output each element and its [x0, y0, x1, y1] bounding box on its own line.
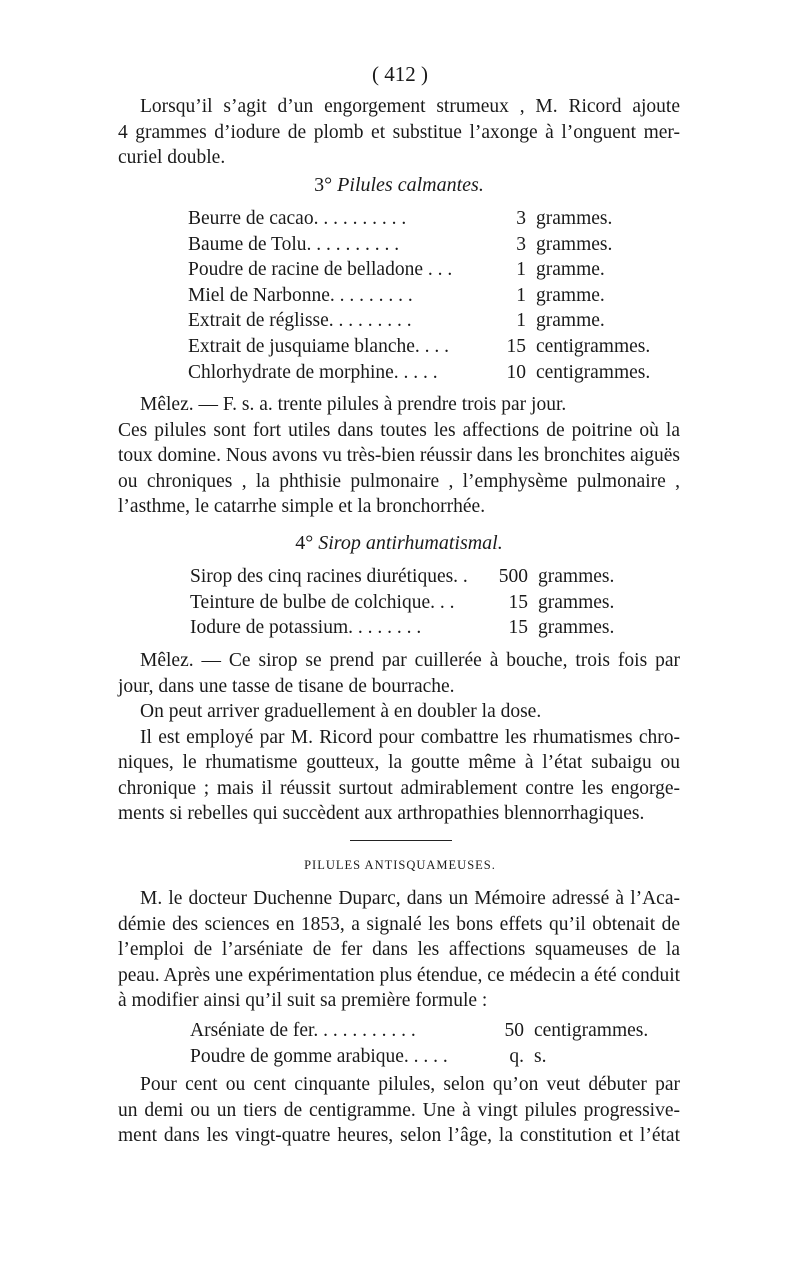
- ingredient-qty: 15: [506, 335, 526, 357]
- text-line: Lorsqu’il s’agit d’un engorgement strumeux , M. Ricord ajoute: [140, 96, 680, 117]
- recipe-row: [188, 257, 650, 283]
- text-line: M. le docteur Duchenne Duparc, dans un Mémoire adressé à l’Aca-: [140, 888, 680, 909]
- ingredient-qty: 3: [516, 233, 526, 255]
- ingredient-name: Miel de Narbonne. . . . . . . . .: [188, 284, 413, 306]
- ingredient-name: Baume de Tolu. . . . . . . . . .: [188, 233, 400, 255]
- ingredient-unit: grammes.: [538, 591, 615, 613]
- page-number: ( 412 ): [372, 62, 428, 86]
- ingredient-qty: 500: [498, 566, 528, 587]
- ingredient-unit: gramme.: [536, 310, 605, 332]
- ingredient-name: Iodure de potassium. . . . . . . .: [190, 617, 422, 639]
- ingredient-unit: grammes.: [538, 566, 615, 587]
- ingredient-name: Sirop des cinq racines diurétiques. .: [190, 566, 468, 587]
- ingredient-qty: 1: [516, 310, 526, 332]
- ingredient-name: Arséniate de fer. . . . . . . . . . .: [190, 1020, 416, 1041]
- ingredient-unit: grammes.: [536, 208, 613, 229]
- ingredient-qty: q.: [509, 1045, 524, 1067]
- text-line: On peut arriver graduellement à en doubler la dose.: [140, 701, 542, 722]
- text-line: peau. Après une expérimentation plus étendue, ce médecin a été conduit: [118, 964, 681, 986]
- text-line: curiel double.: [118, 147, 226, 168]
- text-line: Mêlez. — Ce sirop se prend par cuillerée à bouche, trois fois par: [140, 650, 680, 671]
- section-5-text: [118, 886, 680, 1014]
- text-line: jour, dans une tasse de tisane de bourrache.: [118, 675, 455, 697]
- section-3-text: [118, 392, 680, 520]
- ingredient-unit: gramme.: [536, 284, 605, 306]
- ingredient-qty: 1: [516, 284, 526, 306]
- text-line: un demi ou un tiers de centigramme. Une à vingt pilules progressive-: [118, 1099, 680, 1121]
- text-line: ou chroniques , la phthisie pulmonaire , l’emphysème pulmonaire ,: [118, 470, 680, 492]
- recipe-row: [190, 1044, 648, 1070]
- recipe-row: [188, 308, 650, 334]
- ingredient-name: Poudre de racine de belladone . . .: [188, 259, 453, 281]
- ingredient-unit: grammes.: [536, 233, 613, 255]
- section-5-heading: PILULES ANTISQUAMEUSES.: [304, 858, 496, 872]
- recipe-row: [188, 206, 650, 232]
- ingredient-name: Poudre de gomme arabique. . . . .: [190, 1045, 448, 1067]
- ingredient-qty: 3: [516, 208, 526, 229]
- heading-number: 4°: [295, 532, 314, 554]
- recipe-pilules-antisquameuses: [190, 1018, 648, 1069]
- heading-title: Pilules calmantes.: [337, 174, 484, 196]
- text-line: niques, le rhumatisme goutteux, la goutte même à l’état subaigu ou: [118, 752, 680, 773]
- text-line: Ces pilules sont fort utiles dans toutes les affections de poitrine où la: [118, 419, 680, 441]
- text-line: Il est employé par M. Ricord pour combattre les rhumatismes chro-: [140, 726, 680, 748]
- section-4-text: [118, 648, 680, 827]
- text-line: Mêlez. — F. s. a. trente pilules à prendre trois par jour.: [140, 394, 567, 415]
- ingredient-qty: 50: [504, 1020, 524, 1041]
- recipe-row: [190, 615, 614, 641]
- text-line: 4 grammes d’iodure de plomb et substitue l’axonge à l’onguent mer-: [118, 121, 680, 143]
- text-line: l’emploi de l’arséniate de fer dans les affections squameuses de la: [118, 939, 680, 960]
- recipe-row: [188, 360, 650, 386]
- ingredient-qty: 1: [516, 259, 526, 281]
- text-line: ment dans les vingt-quatre heures, selon l’âge, la constitution et l’état: [118, 1125, 680, 1146]
- recipe-pilules-calmantes: [188, 206, 650, 385]
- ingredient-name: Chlorhydrate de morphine. . . . .: [188, 361, 438, 383]
- recipe-sirop-antirhumatismal: [190, 564, 614, 641]
- ingredient-qty: 15: [508, 591, 528, 613]
- text-line: chronique ; mais il réussit surtout admirablement contre les engorge-: [118, 777, 680, 799]
- ingredient-unit: s.: [534, 1045, 547, 1067]
- ingredient-name: Extrait de réglisse. . . . . . . . .: [188, 310, 412, 332]
- ingredient-name: Extrait de jusquiame blanche. . . .: [188, 335, 450, 357]
- text-line: toux domine. Nous avons vu très-bien réussir dans les bronchites aiguës: [118, 445, 680, 466]
- ingredient-unit: centigrammes.: [536, 361, 651, 383]
- section-4-heading: [118, 530, 680, 556]
- recipe-row: [188, 283, 650, 309]
- heading-number: 3°: [314, 174, 333, 196]
- ingredient-qty: 10: [506, 361, 526, 383]
- ingredient-unit: grammes.: [538, 617, 615, 639]
- heading-title: Sirop antirhumatismal.: [318, 532, 503, 554]
- recipe-row: [190, 564, 614, 590]
- ingredient-name: Teinture de bulbe de colchique. . .: [190, 591, 455, 613]
- recipe-row: [190, 1018, 648, 1044]
- ingredient-unit: centigrammes.: [536, 335, 651, 357]
- ingredient-unit: gramme.: [536, 259, 605, 281]
- recipe-row: [188, 232, 650, 258]
- section-3-heading: [118, 172, 680, 198]
- text-line: démie des sciences en 1853, a signalé les bons effets qu’il obtenait de: [118, 913, 680, 935]
- intro-paragraph: [118, 94, 680, 171]
- text-line: ments si rebelles qui succèdent aux arthropathies blennorrhagiques.: [118, 803, 645, 824]
- text-line: Pour cent ou cent cinquante pilules, selon qu’on veut débuter par: [140, 1074, 680, 1095]
- ingredient-qty: 15: [508, 617, 528, 639]
- section-divider: [350, 840, 452, 841]
- text-line: à modifier ainsi qu’il suit sa première formule :: [118, 990, 488, 1011]
- ingredient-name: Beurre de cacao. . . . . . . . . .: [188, 208, 407, 229]
- ingredient-unit: centigrammes.: [534, 1020, 649, 1041]
- text-line: l’asthme, le catarrhe simple et la bronchorrhée.: [118, 496, 486, 517]
- recipe-row: [190, 590, 614, 616]
- recipe-row: [188, 334, 650, 360]
- section-5-text-2: [118, 1072, 680, 1149]
